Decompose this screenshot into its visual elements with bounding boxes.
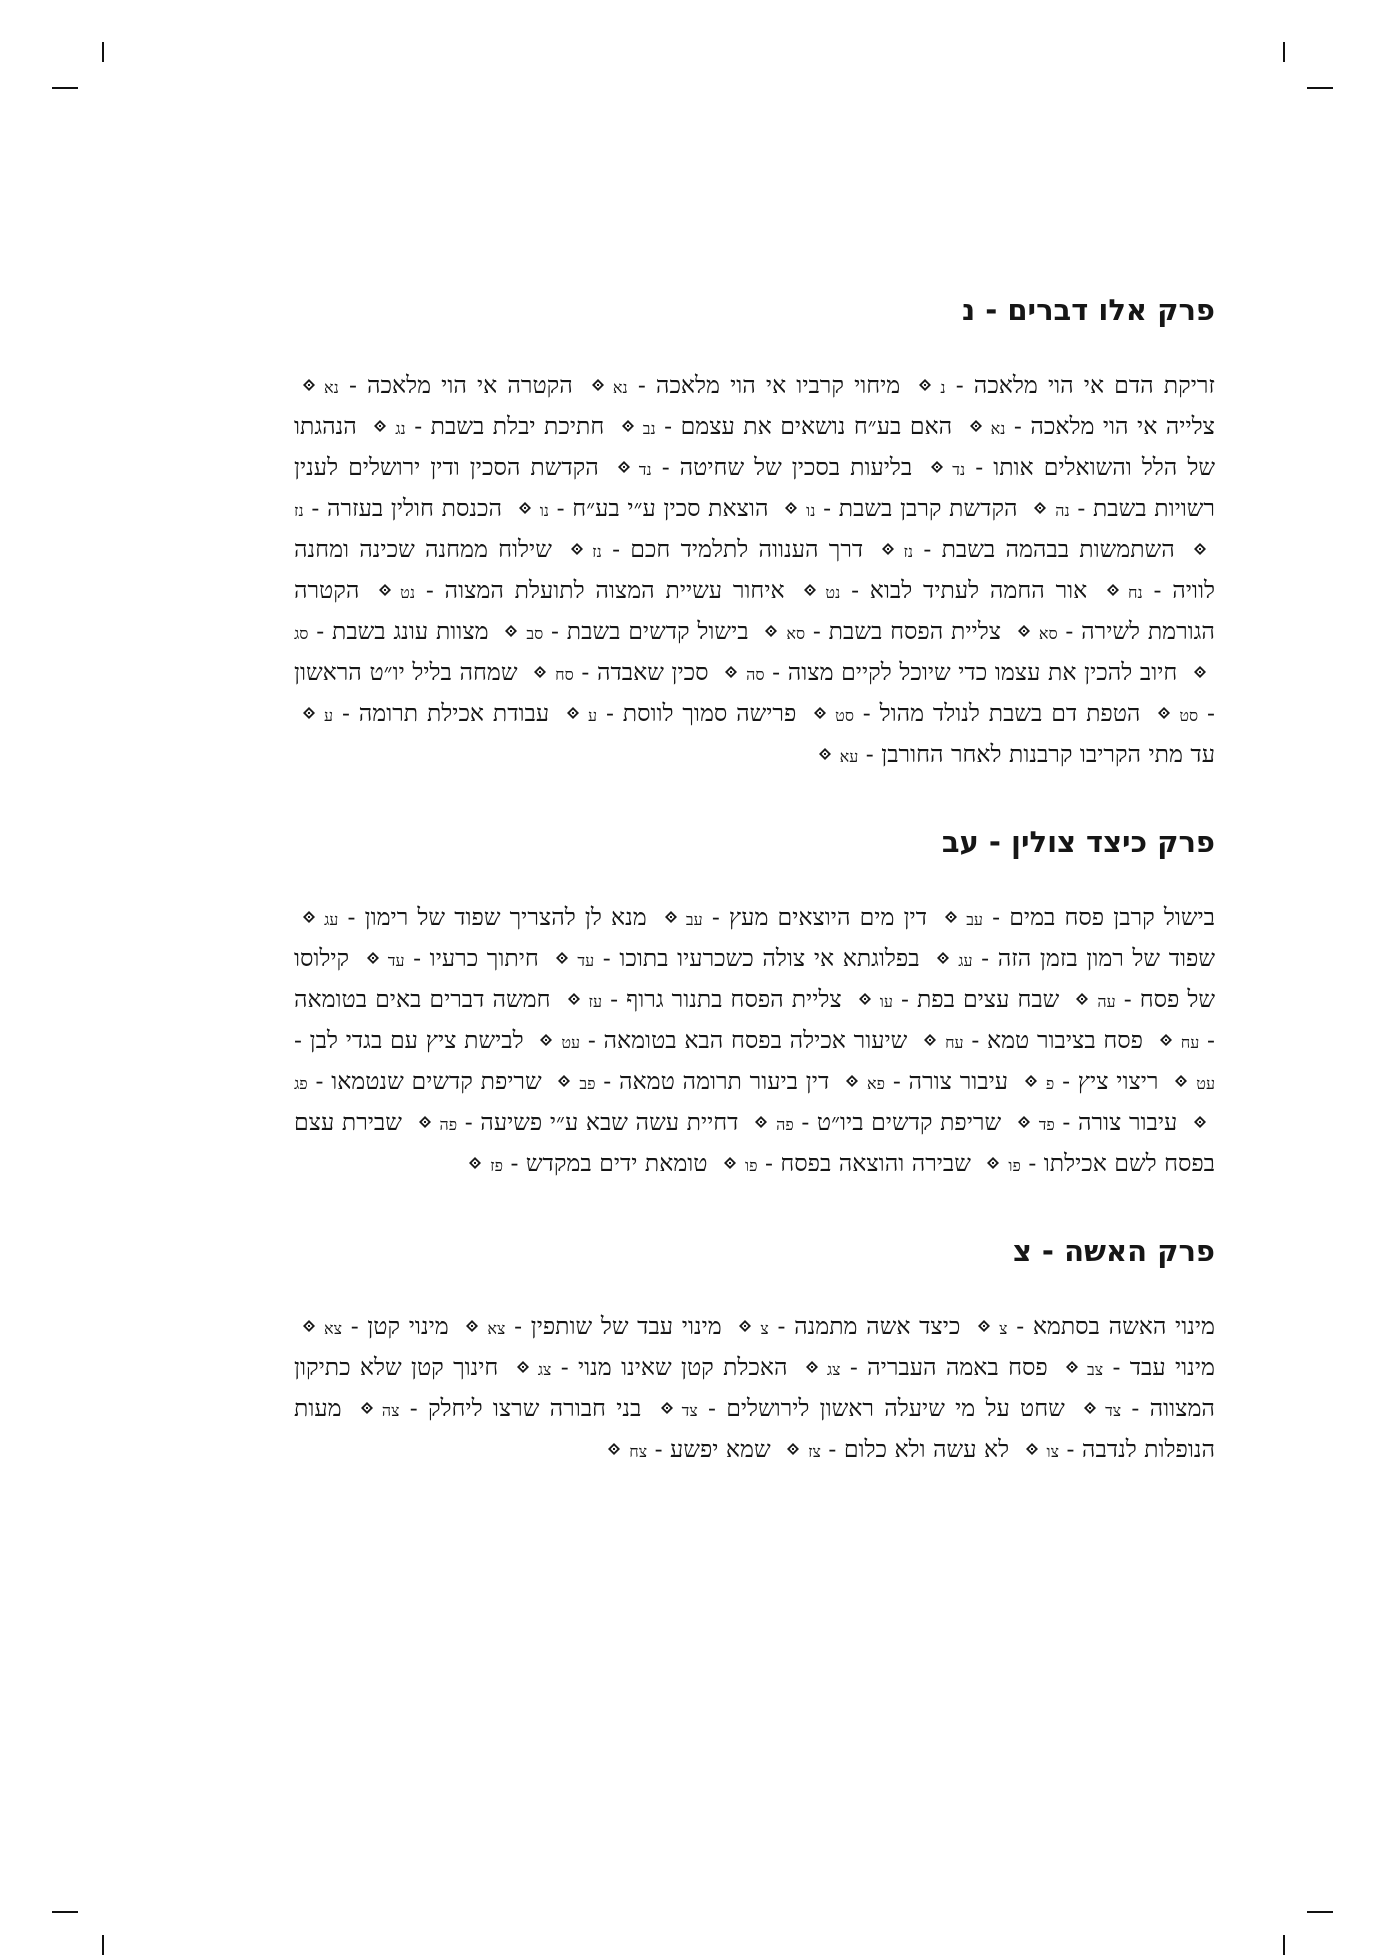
entry-text: פרישה סמוך לווסת - [605, 699, 797, 727]
page-ref: סג [294, 624, 309, 643]
chapter-section [294, 290, 1215, 776]
page-ref: עה [1097, 992, 1116, 1011]
chapter-title: פרק אלו דברים - נ [962, 293, 1215, 327]
diamond-ornament-icon [924, 1034, 936, 1046]
index-entry [715, 1149, 971, 1177]
index-entry [358, 944, 539, 972]
entry-text: בישול קרבן פסח במים - [992, 903, 1215, 931]
entry-text: השתמשות בבהמה בשבת - [923, 535, 1175, 563]
diamond-ornament-icon [505, 625, 517, 637]
entry-text: מינוי עבד - [1112, 1353, 1215, 1381]
entry-text: בפלוגתא אי צולה כשכרעיו בתוכו - [602, 944, 920, 972]
index-entry [613, 412, 952, 440]
diamond-ornament-icon [1025, 1075, 1037, 1087]
diamond-ornament-icon [1084, 1402, 1096, 1414]
index-entry [936, 903, 1215, 931]
diamond-ornament-icon [804, 584, 816, 596]
entry-text: מינוי האשה בסתמא - [1016, 1312, 1215, 1340]
diamond-ornament-icon [859, 993, 871, 1005]
page-ref: עט [561, 1033, 581, 1052]
index-entry [525, 658, 708, 686]
page-ref: נט [825, 583, 841, 602]
diamond-ornament-icon [379, 584, 391, 596]
entry-text: שפוד של רמון בזמן הזה - [981, 944, 1215, 972]
entry-text: טומאת ידים במקדש - [510, 1149, 708, 1177]
diamond-ornament-icon [592, 379, 604, 391]
index-entry [294, 1312, 449, 1340]
diamond-ornament-icon [765, 625, 777, 637]
index-entry [873, 535, 1174, 563]
index-content [294, 290, 1215, 1517]
page-ref: צח [629, 1442, 648, 1461]
page-ref: צז [808, 1442, 821, 1461]
index-entry [746, 1108, 1001, 1136]
entry-text: חתיכת יבלת בשבת - [414, 412, 605, 440]
page-ref: עט [1196, 1074, 1215, 1093]
page-ref: נ [940, 378, 946, 397]
entry-text: צליית הפסח בשבת - [812, 617, 1002, 645]
index-entry [797, 1353, 1048, 1381]
diamond-ornament-icon [1175, 1075, 1187, 1087]
entry-text: הקטרה אי הוי מלאכה - [348, 371, 573, 399]
index-entry [496, 617, 748, 645]
entry-text: שחט על מי שיעלה ראשון לירושלים - [708, 1394, 1065, 1422]
entry-text: זריקת הדם אי הוי מלאכה - [955, 371, 1215, 399]
diamond-ornament-icon [1158, 707, 1170, 719]
crop-mark-top-right-vertical [1283, 42, 1285, 62]
index-entry [795, 576, 1087, 604]
entry-text: חיוב להכין את עצמו כדי שיוכל לקיים מצוה - [772, 658, 1178, 686]
entry-text: צליית הפסח בתנור גרוף - [610, 985, 842, 1013]
page-ref: צה [381, 1401, 400, 1420]
entry-text: ריצוי ציץ - [1062, 1067, 1159, 1095]
page-ref: פו [744, 1156, 758, 1175]
crop-mark-bottom-left-horizontal [52, 1911, 78, 1913]
index-entry [609, 453, 913, 481]
entry-text: אור החמה לעתיד לבוא - [851, 576, 1088, 604]
page-ref: עו [879, 992, 893, 1011]
entry-text: מנא לן להצריך שפוד של רימון - [347, 903, 647, 931]
entry-text: שבח עצים בפת - [900, 985, 1060, 1013]
page-ref: פד [1038, 1115, 1055, 1134]
diamond-ornament-icon [1194, 1116, 1206, 1128]
index-entry [652, 1394, 1065, 1422]
page-ref: עח [1180, 1033, 1200, 1052]
diamond-ornament-icon [919, 379, 931, 391]
diamond-ornament-icon [970, 420, 982, 432]
page-ref: פא [867, 1074, 886, 1093]
diamond-ornament-icon [419, 1116, 431, 1128]
entry-text: בני חבורה שרצו ליחלק - [409, 1394, 642, 1422]
diamond-ornament-icon [978, 1320, 990, 1332]
page-ref: צג [826, 1360, 841, 1379]
diamond-ornament-icon [622, 420, 634, 432]
entry-text: הוצאת סכין ע״י בע״ח - [556, 494, 769, 522]
diamond-ornament-icon [303, 1320, 315, 1332]
page-ref: פב [579, 1074, 596, 1093]
diamond-ornament-icon [931, 461, 943, 473]
index-entry [1057, 1353, 1215, 1381]
diamond-ornament-icon [1076, 993, 1088, 1005]
index-entry [656, 903, 927, 931]
diamond-ornament-icon [466, 1320, 478, 1332]
entry-text: קילוסו של פסח - [294, 944, 1215, 1013]
crop-mark-bottom-right-horizontal [1307, 1911, 1333, 1913]
diamond-ornament-icon [846, 1075, 858, 1087]
entry-text: לבישת ציץ עם בגדי לבן - [294, 1026, 524, 1054]
entry-text: מצוות עונג בשבת - [316, 617, 489, 645]
crop-mark-bottom-left-vertical [102, 1935, 104, 1955]
diamond-ornament-icon [1026, 1443, 1038, 1455]
diamond-ornament-icon [469, 1157, 481, 1169]
page-ref: ע [588, 706, 598, 725]
entry-text: איחור עשיית המצוה לתועלת המצוה - [425, 576, 785, 604]
index-entry [969, 1312, 1215, 1340]
diamond-ornament-icon [517, 1361, 529, 1373]
page-ref: נז [903, 542, 914, 561]
diamond-ornament-icon [568, 993, 580, 1005]
index-entry [547, 944, 919, 972]
page-ref: צא [324, 1319, 342, 1338]
index-entry [837, 1067, 1008, 1095]
page-ref: סא [786, 624, 806, 643]
page-ref: עח [945, 1033, 964, 1052]
entry-text: מינוי עבד של שותפין - [514, 1312, 722, 1340]
entry-text: בליעות בסכין של שחיטה - [661, 453, 913, 481]
entry-text: כיצד אשה מתמנה - [777, 1312, 961, 1340]
index-entry [1016, 1067, 1159, 1095]
entry-text: עבודת אכילת תרומה - [341, 699, 550, 727]
page-ref: נג [395, 419, 406, 438]
page-ref: סט [835, 706, 854, 725]
chapter-title: פרק האשה - צ [1012, 1234, 1215, 1268]
entry-text: מיחוי קרביו אי הוי מלאכה - [637, 371, 901, 399]
page-ref: נו [806, 501, 816, 520]
page-ref: נט [400, 583, 416, 602]
entry-text: דין מים היוצאים מעץ - [711, 903, 928, 931]
entry-text: שיעור אכילה בפסח הבא בטומאה - [587, 1026, 908, 1054]
page-ref: פג [294, 1074, 308, 1093]
crop-mark-top-left-horizontal [52, 87, 78, 89]
entry-text: שריפת קדשים שנטמאו - [315, 1067, 542, 1095]
diamond-ornament-icon [303, 707, 315, 719]
diamond-ornament-icon [519, 502, 531, 514]
diamond-ornament-icon [556, 952, 568, 964]
diamond-ornament-icon [725, 666, 737, 678]
entry-text: הקדשת קרבן בשבת - [823, 494, 1018, 522]
diamond-ornament-icon [374, 420, 386, 432]
diamond-ornament-icon [1160, 1034, 1172, 1046]
diamond-ornament-icon [303, 911, 315, 923]
entry-text: עיבור צורה - [1062, 1108, 1178, 1136]
diamond-ornament-icon [1194, 666, 1206, 678]
page-ref: פז [490, 1156, 504, 1175]
diamond-ornament-icon [819, 748, 831, 760]
entry-text: חינוך קטן שלא כתיקון המצווה - [294, 1353, 1215, 1422]
page-ref: עג [324, 910, 339, 929]
chapter-entries [294, 898, 1215, 1185]
page-ref: סה [746, 665, 765, 684]
index-entry [928, 944, 1215, 972]
diamond-ornament-icon [661, 1402, 673, 1414]
page-ref: סט [1179, 706, 1199, 725]
diamond-ornament-icon [945, 911, 957, 923]
entry-text: שילוח ממחנה שכינה ומחנה לוויה - [294, 535, 1215, 604]
diamond-ornament-icon [367, 952, 379, 964]
diamond-ornament-icon [755, 1116, 767, 1128]
index-entry [531, 1026, 907, 1054]
diamond-ornament-icon [540, 1034, 552, 1046]
page-ref: ע [324, 706, 334, 725]
chapter-entries [294, 1307, 1215, 1471]
page-ref: עד [387, 951, 405, 970]
index-entry [410, 1108, 739, 1136]
page-ref: עז [588, 992, 603, 1011]
page-ref: עג [958, 951, 973, 970]
page-ref: נא [324, 378, 339, 397]
index-entry [910, 371, 1215, 399]
page-ref: נד [638, 460, 652, 479]
crop-mark-top-left-vertical [102, 42, 104, 62]
page-ref: נב [642, 419, 656, 438]
diamond-ornament-icon [567, 707, 579, 719]
index-entry [961, 412, 1215, 440]
index-entry [508, 1353, 788, 1381]
chapter-title: פרק כיצד צולין - עב [941, 825, 1215, 859]
page-ref: פה [439, 1115, 458, 1134]
page-ref: נה [1055, 501, 1070, 520]
diamond-ornament-icon [1194, 543, 1206, 555]
diamond-ornament-icon [558, 1075, 570, 1087]
index-entry [583, 371, 900, 399]
page-ref: צו [1046, 1442, 1060, 1461]
index-entry [294, 371, 573, 399]
diamond-ornament-icon [1107, 584, 1119, 596]
page-ref: פו [1008, 1156, 1021, 1175]
index-entry [294, 903, 647, 931]
index-entry [549, 1067, 829, 1095]
entry-text: שבירה והוצאה בפסח - [764, 1149, 971, 1177]
page-ref: נא [990, 419, 1006, 438]
diamond-ornament-icon [303, 379, 315, 391]
entry-text: האכלת קטן שאינו מנוי - [560, 1353, 788, 1381]
diamond-ornament-icon [785, 502, 797, 514]
diamond-ornament-icon [665, 911, 677, 923]
diamond-ornament-icon [787, 1443, 799, 1455]
chapter-entries [294, 366, 1215, 776]
index-entry [716, 658, 1177, 686]
crop-mark-top-right-horizontal [1307, 87, 1333, 89]
page-ref: נו [539, 501, 549, 520]
entry-text: הקדשת הסכין ודין ירושלים לענין רשויות בשבת - [294, 453, 1215, 522]
entry-text: שבירת עצם בפסח לשם אכילתו - [294, 1108, 1215, 1177]
index-entry [756, 617, 1001, 645]
diamond-ornament-icon [724, 1157, 736, 1169]
entry-text: הטפת דם בשבת לנולד מהול - [862, 699, 1141, 727]
entry-text: דין ביעור תרומה טמאה - [603, 1067, 830, 1095]
diamond-ornament-icon [571, 543, 583, 555]
entry-text: האם בע״ח נושאים את עצמם - [664, 412, 953, 440]
index-entry [370, 576, 784, 604]
entry-text: חמשה דברים באים בטומאה - [294, 985, 1215, 1054]
entry-text: עד מתי הקריבו קרבנות לאחר החורבן - [865, 740, 1215, 768]
page-ref: סב [526, 624, 544, 643]
diamond-ornament-icon [987, 1157, 999, 1169]
diamond-ornament-icon [618, 461, 630, 473]
chapter-section [294, 822, 1215, 1185]
index-entry [915, 1026, 1143, 1054]
page-ref: נא [612, 378, 628, 397]
page-ref: צב [1087, 1360, 1104, 1379]
index-entry [778, 1435, 1009, 1463]
page-ref: נז [294, 501, 304, 520]
diamond-ornament-icon [1018, 1116, 1030, 1128]
entry-text: פסח באמה העבריה - [849, 1353, 1048, 1381]
page-ref: פה [776, 1115, 794, 1134]
page-ref: סח [555, 665, 574, 684]
entry-text: שריפת קדשים ביו״ט - [801, 1108, 1002, 1136]
diamond-ornament-icon [361, 1402, 373, 1414]
entry-text: דחיית עשה שבא ע״י פשיעה - [464, 1108, 739, 1136]
index-entry [460, 1149, 707, 1177]
entry-text: הקטרה הגורמת לשירה - [294, 576, 1215, 645]
entry-text: חיתוך כרעיו - [413, 944, 539, 972]
index-entry [599, 1435, 770, 1463]
entry-text: הנהגתו של הלל והשואלים אותו - [294, 412, 1215, 481]
index-entry [776, 494, 1017, 522]
index-entry [805, 699, 1140, 727]
page-ref: נח [1128, 583, 1143, 602]
page-ref: עד [577, 951, 595, 970]
diamond-ornament-icon [1018, 625, 1030, 637]
index-entry [810, 740, 1215, 768]
diamond-ornament-icon [1066, 1361, 1078, 1373]
diamond-ornament-icon [534, 666, 546, 678]
diamond-ornament-icon [806, 1361, 818, 1373]
diamond-ornament-icon [814, 707, 826, 719]
page-ref: נד [952, 460, 966, 479]
index-entry [730, 1312, 960, 1340]
entry-text: שמחה בליל יו״ט הראשון - [294, 658, 1215, 727]
page-ref: עא [839, 747, 859, 766]
entry-text: הכנסת חולין בעזרה - [311, 494, 502, 522]
page-ref: נז [592, 542, 602, 561]
index-entry [559, 985, 842, 1013]
diamond-ornament-icon [739, 1320, 751, 1332]
page-ref: צ [760, 1319, 769, 1338]
index-entry [558, 699, 796, 727]
entry-text: בישול קדשים בשבת - [551, 617, 749, 645]
page-ref: עב [685, 910, 703, 929]
page-ref: סא [1038, 624, 1058, 643]
chapter-section [294, 1231, 1215, 1471]
diamond-ornament-icon [608, 1443, 620, 1455]
diamond-ornament-icon [1034, 502, 1046, 514]
page-ref: צ [999, 1319, 1008, 1338]
page-ref: צד [681, 1401, 698, 1420]
entry-text: צלייה אי הוי מלאכה - [1013, 412, 1215, 440]
index-entry [365, 412, 604, 440]
page-ref: צא [487, 1319, 506, 1338]
diamond-ornament-icon [937, 952, 949, 964]
index-entry [457, 1312, 721, 1340]
index-entry [352, 1394, 642, 1422]
page-ref: פ [1045, 1074, 1055, 1093]
entry-text: סכין שאבדה - [581, 658, 709, 686]
entry-text: מינוי קטן - [350, 1312, 449, 1340]
entry-text: עיבור צורה - [892, 1067, 1009, 1095]
entry-text: פסח בציבור טמא - [971, 1026, 1143, 1054]
diamond-ornament-icon [882, 543, 894, 555]
entry-text: שמא יפשע - [654, 1435, 771, 1463]
index-entry [850, 985, 1060, 1013]
entry-text: לא עשה ולא כלום - [828, 1435, 1010, 1463]
crop-mark-bottom-right-vertical [1283, 1935, 1285, 1955]
entry-text: מעות הנופלות לנדבה - [294, 1394, 1215, 1463]
index-entry [562, 535, 863, 563]
page-ref: צד [1105, 1401, 1122, 1420]
page-ref: צג [537, 1360, 552, 1379]
index-entry [294, 699, 549, 727]
entry-text: דרך הענווה לתלמיד חכם - [612, 535, 864, 563]
index-entry [510, 494, 769, 522]
page-ref: עב [966, 910, 983, 929]
index-entry [1009, 1108, 1178, 1136]
